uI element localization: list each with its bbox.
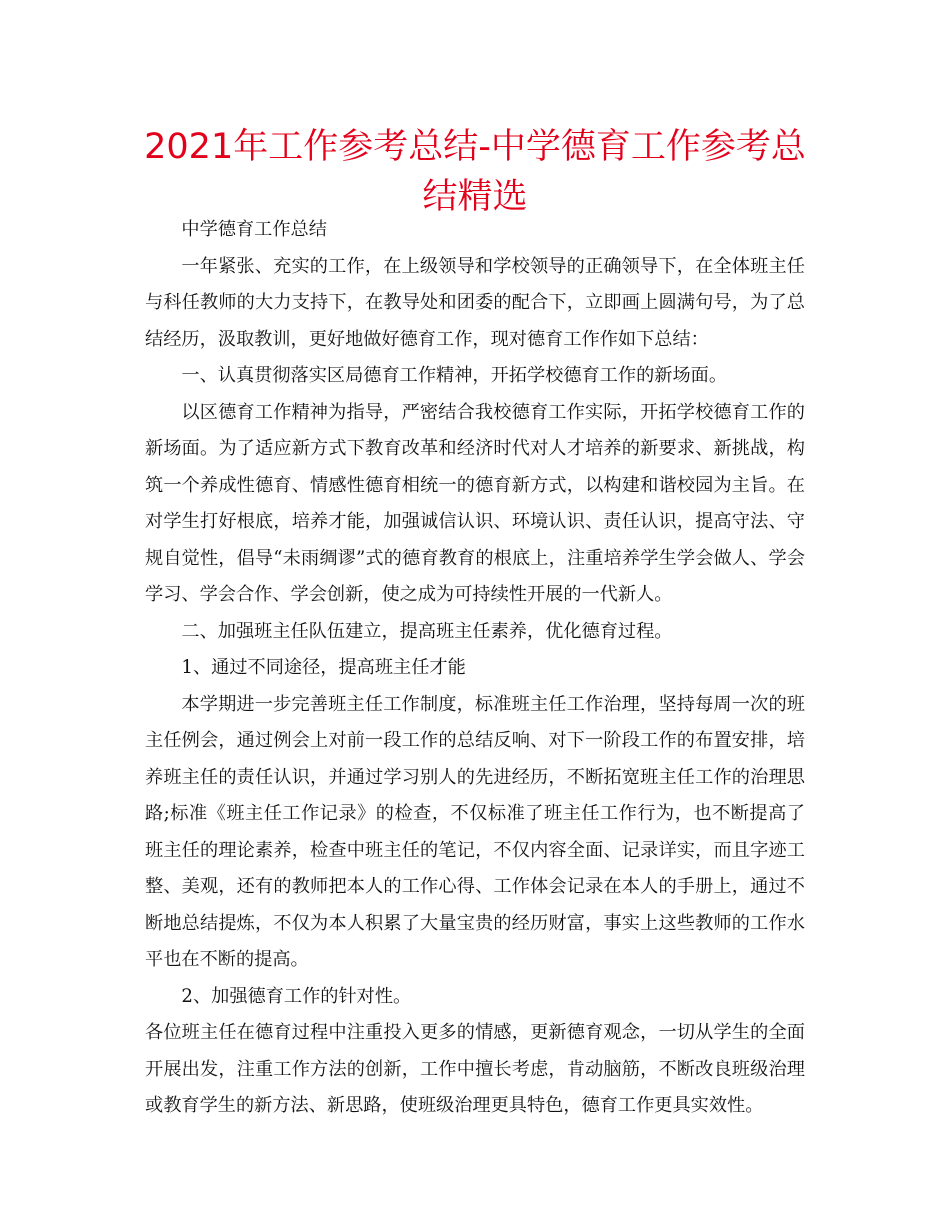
section-heading-1: 一、认真贯彻落实区局德育工作精神，开拓学校德育工作的新场面。: [181, 365, 728, 386]
paragraph-intro: 一年紧张、充实的工作，在上级领导和学校领导的正确领导下，在全体班主任与科任教师的大力支持下，在教导处和团委的配合下，立即画上圆满句号，为了总结经历，汲取教训，更好地做好德育工作，现对德育工作作如下总结：: [145, 255, 805, 350]
paragraph-subsection-2: 各位班主任在德育过程中注重投入更多的情感，更新德育观念，一切从学生的全面开展出发，注重工作方法的创新，工作中擅长考虑，肯动脑筋，不断改良班级治理或教育学生的新方法、新思路，使班级治理更具特色，德育工作更具实效性。: [145, 1022, 805, 1116]
paragraph-section-1: 以区德育工作精神为指导，严密结合我校德育工作实际，开拓学校德育工作的新场面。为了适应新方式下教育改革和经济时代对人才培养的新要求、新挑战，构筑一个养成性德育、情感性德育相统一的德育新方式，以构建和谐校园为主旨。在对学生打好根底，培养才能，加强诚信认识、环境认识、责任认识，提高守法、守规自觉性，倡导“未雨绸谬”式的德育教育的根底上，注重培养学生学会做人、学会学习、学会合作、学会创新，使之成为可持续性开展的一代新人。: [145, 401, 805, 605]
document-body: [145, 212, 805, 1125]
subsection-heading-2: 2、加强德育工作的针对性。: [181, 985, 412, 1007]
paragraph-subtitle: 中学德育工作总结: [181, 219, 327, 240]
section-heading-2: 二、加强班主任队伍建立，提高班主任素养，优化德育过程。: [181, 620, 673, 642]
subsection-heading-1: 1、通过不同途径，提高班主任才能: [181, 657, 466, 678]
document-title: 2021年工作参考总结-中学德育工作参考总结精选: [144, 127, 806, 217]
paragraph-subsection-1: 本学期进一步完善班主任工作制度，标准班主任工作治理，坚持每周一次的班主任例会，通过例会上对前一段工作的总结反响、对下一阶段工作的布置安排，培养班主任的责任认识，并通过学习别人的先进经历，不断拓宽班主任工作的治理思路;标准《班主任工作记录》的检查，不仅标准了班主任工作行为，也不断提高了班主任的理论素养，检查中班主任的笔记，不仅内容全面、记录详实，而且字迹工整、美观，还有的教师把本人的工作心得、工作体会记录在本人的手册上，通过不断地总结提炼，不仅为本人积累了大量宝贵的经历财富，事实上这些教师的工作水平也在不断的提高。: [145, 693, 805, 970]
